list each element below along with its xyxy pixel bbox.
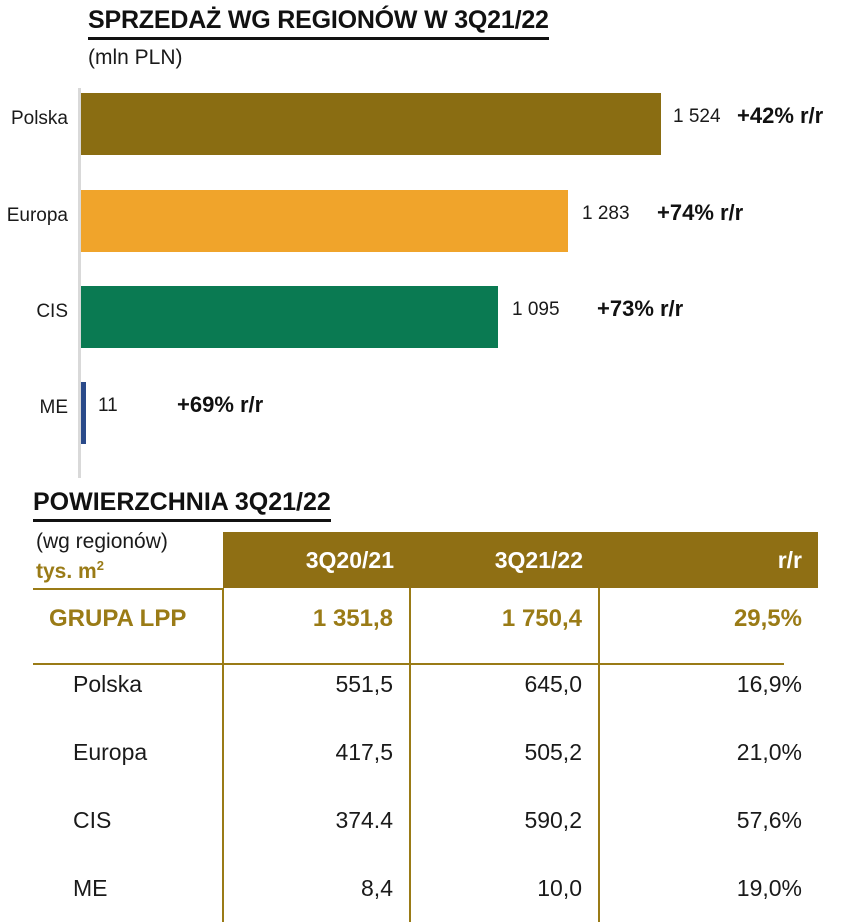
table-subtitle-regions: (wg regionów) xyxy=(36,530,168,553)
table-unit-exponent: 2 xyxy=(96,558,104,573)
row-value-3q2021: 8,4 xyxy=(223,854,410,922)
bar-delta-label: +73% r/r xyxy=(597,296,684,321)
bar-category-label: Europa xyxy=(6,205,68,226)
bar-delta-label: +74% r/r xyxy=(657,200,744,225)
table-header-yoy: r/r xyxy=(599,532,818,588)
table-row xyxy=(33,718,818,786)
bar-value-label: 1 095 xyxy=(512,299,560,320)
bar-delta-label: +69% r/r xyxy=(177,392,264,417)
row-value-3q2122: 645,0 xyxy=(410,650,599,718)
row-value-3q2021: 374.4 xyxy=(223,786,410,854)
row-value-3q2021: 417,5 xyxy=(223,718,410,786)
table-unit-text: tys. m xyxy=(36,560,97,583)
row-value-3q2122: 10,0 xyxy=(410,854,599,922)
table-header-3q2021: 3Q20/21 xyxy=(223,532,410,588)
bar-europa xyxy=(81,190,568,252)
row-value-3q2021: 551,5 xyxy=(223,650,410,718)
bar-cis xyxy=(81,286,498,348)
row-value-yoy: 57,6% xyxy=(599,786,818,854)
row-value-3q2021: 1 351,8 xyxy=(223,588,410,650)
bar-value-label: 1 524 xyxy=(673,106,721,127)
table-row xyxy=(33,588,818,650)
row-label: CIS xyxy=(73,806,112,833)
table-row xyxy=(33,650,818,718)
row-value-3q2122: 505,2 xyxy=(410,718,599,786)
row-value-3q2122: 590,2 xyxy=(410,786,599,854)
bar-row xyxy=(0,377,851,473)
table-header-blank xyxy=(33,532,223,588)
table-row xyxy=(33,786,818,854)
table-row xyxy=(33,854,818,922)
table-title: POWIERZCHNIA 3Q21/22 xyxy=(33,488,331,522)
bar-me xyxy=(81,382,86,444)
row-label: ME xyxy=(73,874,108,901)
bar-row xyxy=(0,281,851,377)
row-value-yoy: 21,0% xyxy=(599,718,818,786)
bar-row xyxy=(0,185,851,281)
bar-delta-label: +42% r/r xyxy=(737,103,824,128)
chart-title: SPRZEDAŻ WG REGIONÓW W 3Q21/22 xyxy=(88,6,549,40)
row-value-yoy: 16,9% xyxy=(599,650,818,718)
row-value-yoy: 19,0% xyxy=(599,854,818,922)
bar-polska xyxy=(81,93,661,155)
row-value-3q2122: 1 750,4 xyxy=(410,588,599,650)
area-table xyxy=(33,532,818,922)
bar-category-label: Polska xyxy=(10,108,68,129)
chart-unit-label: (mln PLN) xyxy=(88,46,183,69)
bar-row xyxy=(0,88,851,184)
bar-category-label: CIS xyxy=(36,301,68,322)
row-value-yoy: 29,5% xyxy=(599,588,818,650)
bar-value-label: 11 xyxy=(98,395,118,416)
table-header-row xyxy=(33,532,818,588)
row-label: Europa xyxy=(73,738,148,765)
row-label: GRUPA LPP xyxy=(49,605,187,632)
bar-value-label: 1 283 xyxy=(582,203,630,224)
row-label: Polska xyxy=(73,670,143,697)
bar-category-label: ME xyxy=(39,397,68,418)
total-row-divider xyxy=(33,663,784,665)
table-header-3q2122: 3Q21/22 xyxy=(410,532,599,588)
